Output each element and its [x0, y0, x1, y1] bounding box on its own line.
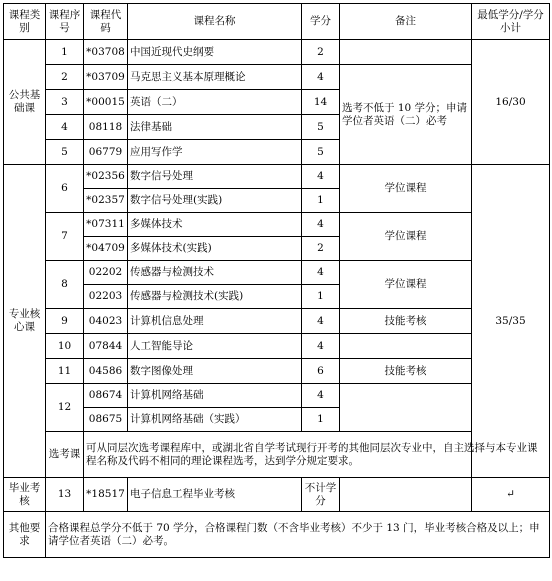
seq-cell: 10 [46, 334, 84, 359]
category-graduation: 毕业考核 [4, 478, 46, 512]
code-cell: *00015 [84, 90, 128, 115]
credit-cell: 4 [302, 334, 340, 359]
seq-cell: 13 [46, 478, 84, 512]
code-cell: *02357 [84, 189, 128, 213]
credit-cell: 4 [302, 309, 340, 334]
public-remark: 选考不低于 10 学分；申请学位者英语（二）必考 [340, 65, 472, 165]
name-cell: 计算机网络基础（实践） [128, 408, 302, 432]
name-cell: 计算机网络基础 [128, 384, 302, 408]
seq-cell: 3 [46, 90, 84, 115]
code-cell: *04709 [84, 237, 128, 261]
name-cell: 法律基础 [128, 115, 302, 140]
code-cell: 02202 [84, 261, 128, 285]
code-cell: 04586 [84, 359, 128, 384]
code-cell: *03708 [84, 40, 128, 65]
seq-cell: 4 [46, 115, 84, 140]
header-seq: 课程序号 [46, 4, 84, 40]
seq-cell: 11 [46, 359, 84, 384]
category-public: 公共基础课 [4, 40, 46, 165]
code-cell: 08674 [84, 384, 128, 408]
credit-cell: 4 [302, 384, 340, 408]
remark-cell-empty [340, 478, 472, 512]
credit-cell: 6 [302, 359, 340, 384]
credit-cell: 1 [302, 189, 340, 213]
remark-cell: 学位课程 [340, 261, 472, 309]
credit-cell: 14 [302, 90, 340, 115]
header-name: 课程名称 [128, 4, 302, 40]
table-row [4, 384, 550, 408]
seq-cell: 7 [46, 213, 84, 261]
code-cell: *18517 [84, 478, 128, 512]
name-cell: 英语（二） [128, 90, 302, 115]
code-cell: 04023 [84, 309, 128, 334]
header-min-credit: 最低学分/学分小计 [472, 4, 550, 40]
seq-cell: 2 [46, 65, 84, 90]
code-cell: 08675 [84, 408, 128, 432]
seq-cell: 5 [46, 140, 84, 165]
table-row-elective [4, 432, 550, 478]
public-subtotal: 16/30 [472, 40, 550, 165]
seq-cell: 12 [46, 384, 84, 432]
name-cell: 数字图像处理 [128, 359, 302, 384]
name-cell: 应用写作学 [128, 140, 302, 165]
table-row [4, 40, 550, 65]
course-plan-table [3, 3, 550, 558]
name-cell: 电子信息工程毕业考核 [128, 478, 302, 512]
credit-cell: 不计学分 [302, 478, 340, 512]
code-cell: 07844 [84, 334, 128, 359]
credit-cell: 1 [302, 285, 340, 309]
remark-cell: 技能考核 [340, 359, 472, 384]
category-elective: 选考课 [46, 432, 84, 478]
credit-cell: 5 [302, 115, 340, 140]
header-code: 课程代码 [84, 4, 128, 40]
remark-cell: 技能考核 [340, 309, 472, 334]
name-cell: 传感器与检测技术 [128, 261, 302, 285]
name-cell: 多媒体技术(实践) [128, 237, 302, 261]
credit-cell: 5 [302, 140, 340, 165]
table-row [4, 309, 550, 334]
paragraph-mark-icon: ↵ [472, 478, 550, 512]
remark-cell [340, 334, 472, 359]
credit-cell: 4 [302, 165, 340, 189]
seq-cell: 6 [46, 165, 84, 213]
credit-cell: 4 [302, 65, 340, 90]
elective-text: 可从同层次选考课程库中，或湖北省自学考试现行开考的其他同层次专业中，自主选择与本专业课程名称及代码不相同的理论课程选考，达到学分规定要求。 [84, 432, 550, 478]
header-remark: 备注 [340, 4, 472, 40]
credit-cell: 2 [302, 237, 340, 261]
name-cell: 中国近现代史纲要 [128, 40, 302, 65]
table-row [4, 334, 550, 359]
category-other: 其他要求 [4, 512, 46, 558]
other-text: 合格课程总学分不低于 70 学分，合格课程门数（不含毕业考核）不少于 13 门，毕业考核合格及以上；申请学位者英语（二）必考。 [46, 512, 550, 558]
table-row [4, 165, 550, 189]
credit-cell: 2 [302, 40, 340, 65]
name-cell: 人工智能导论 [128, 334, 302, 359]
code-cell: 02203 [84, 285, 128, 309]
credit-cell: 4 [302, 261, 340, 285]
remark-cell [340, 384, 472, 432]
table-row-graduation [4, 478, 550, 512]
core-subtotal: 35/35 [472, 165, 550, 478]
table-row [4, 359, 550, 384]
code-cell: 06779 [84, 140, 128, 165]
seq-cell: 9 [46, 309, 84, 334]
name-cell: 多媒体技术 [128, 213, 302, 237]
code-cell: *03709 [84, 65, 128, 90]
name-cell: 数字信号处理(实践) [128, 189, 302, 213]
table-row-other [4, 512, 550, 558]
remark-cell-empty [340, 40, 472, 65]
table-header-row [4, 4, 550, 40]
code-cell: 08118 [84, 115, 128, 140]
name-cell: 数字信号处理 [128, 165, 302, 189]
code-cell: *02356 [84, 165, 128, 189]
name-cell: 马克思主义基本原理概论 [128, 65, 302, 90]
name-cell: 传感器与检测技术(实践) [128, 285, 302, 309]
table-row [4, 65, 550, 90]
category-core: 专业核心课 [4, 165, 46, 478]
credit-cell: 4 [302, 213, 340, 237]
header-category: 课程类别 [4, 4, 46, 40]
seq-cell: 8 [46, 261, 84, 309]
table-row [4, 261, 550, 285]
remark-cell: 学位课程 [340, 213, 472, 261]
credit-cell: 1 [302, 408, 340, 432]
code-cell: *07311 [84, 213, 128, 237]
header-credit: 学分 [302, 4, 340, 40]
remark-cell: 学位课程 [340, 165, 472, 213]
name-cell: 计算机信息处理 [128, 309, 302, 334]
seq-cell: 1 [46, 40, 84, 65]
table-row [4, 213, 550, 237]
